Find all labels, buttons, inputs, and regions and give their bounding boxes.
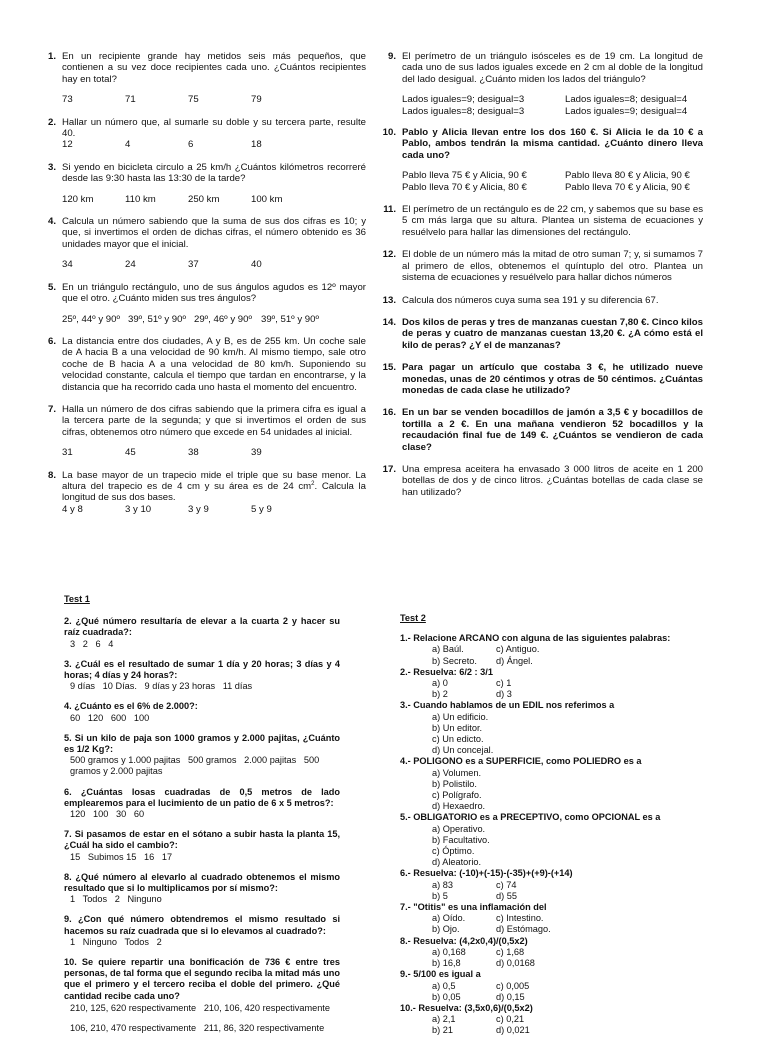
question-16: 16. En un bar se venden bocadillos de jamón a 3,5 € y bocadillos de tortilla a 2 €. En una mañana vendieron 52 bocadillos y la recaudación final fue de 149 €. ¿Cuántos se vendieron de cada clase? bbox=[382, 407, 703, 453]
test-1-item: 6. ¿Cuántas losas cuadradas de 0,5 metros de lado emplearemos para el lucimiento de un patio de 6 x 5 metros?: 120 100 30 60 bbox=[64, 786, 340, 820]
question-8: 8. La base mayor de un trapecio mide el triple que su base menor. La altura del trapecio es de 4 cm y su área es de 24 $cm^2$. Calcula la longitud de sus dos bases. 4 y 8 3 y 10 3 y 9 5 y 9 bbox=[47, 469, 366, 515]
test-2-title: Test 2 bbox=[400, 613, 426, 623]
options: Pablo lleva 75 € y Alicia, 90 € Pablo lleva 80 € y Alicia, 90 € Pablo lleva 70 € y Alicia, 80 € Pablo lleva 70 € y Alicia, 90 € bbox=[402, 170, 690, 193]
question-9: 9. El perímetro de un triángulo isósceles es de 19 cm. La longitud de cada uno de sus lados iguales excede en 2 cm al doble de la longitud del lado desigual. ¿Cuánto miden los lados del triángulo? Lados iguales=9; desigual=3 Lados iguales=8; desigual=4 Lados iguales=8; desigual=3 Lados iguales=9; desigual=4 bbox=[387, 51, 703, 117]
options: Lados iguales=9; desigual=3 Lados iguales=8; desigual=4 Lados iguales=8; desigual=3 Lados iguales=9; desigual=4 bbox=[402, 94, 688, 117]
test-1-item: 2. ¿Qué número resultaría de elevar a la cuarta 2 y hacer su raíz cuadrada?: 3 2 6 4 bbox=[64, 616, 340, 649]
test-2-item: 3.- Cuando hablamos de un EDIL nos referimos a a) Un edificio. b) Un editor. c) Un edicto. d) Un concejal. bbox=[400, 700, 615, 756]
question-7: 7. Halla un número de dos cifras sabiendo que la primera cifra es igual a la tercera parte de la segunda; y que si invertimos el orden de sus cifras, obtenemos otro número que excede en 54 unidades al inicial. 31 45 38 39 bbox=[47, 403, 366, 459]
test-1-item: 4. ¿Cuánto es el 6% de 2.000?: 60 120 600 100 bbox=[64, 701, 198, 723]
test-1-item: 3. ¿Cuál es el resultado de sumar 1 día y 20 horas; 3 días y 4 horas; 4 días y 24 horas?: 9 días 10 Días. 9 días y 23 horas 11 días bbox=[64, 658, 340, 692]
question-4: 4. Calcula un número sabiendo que la suma de sus dos cifras es 10; y que, si invertimos el orden de dichas cifras, el número obtenido es 36 unidades mayor que el inicial. 34 24 37 40 bbox=[47, 216, 366, 271]
question-5: 5. En un triángulo rectángulo, uno de sus ángulos agudos es 12º mayor que el otro. ¿Cuánto miden sus tres ángulos? 25º, 44º y 90º 39º, 51º y 90º 29º, 46º y 90º 39º, 51º y 90º bbox=[47, 281, 366, 325]
test-2-item: 6.- Resuelva: (-10)+(-15)-(-35)+(+9)-(+14) a) 83 c) 74 b) 5 d) 55 bbox=[400, 868, 573, 901]
options: 120 km 110 km 250 km 100 km bbox=[62, 193, 283, 205]
question-10: 10. Pablo y Alicia llevan entre los dos 160 €. Si Alicia le da 10 € a Pablo, ambos tendrán la misma cantidad. ¿Cuánto dinero lleva cada uno? Pablo lleva 75 € y Alicia, 90 € Pablo lleva 80 € y Alicia, 90 € Pablo lleva 70 € y Alicia, 80 € Pablo lleva 70 € y Alicia, 90 € bbox=[382, 127, 703, 193]
question-13: 13. Calcula dos números cuya suma sea 191 y su diferencia 67. bbox=[382, 294, 659, 306]
test-2-item: 9.- 5/100 es igual a a) 0,5 c) 0,005 b) 0,05 d) 0,15 bbox=[400, 969, 530, 1002]
question-14: 14. Dos kilos de peras y tres de manzanas cuestan 7,80 €. Cinco kilos de peras y cuatro de manzanas cuestan 13,20 €. ¿A cómo está el kilo de peras? ¿Y el de manzanas? bbox=[382, 316, 703, 351]
test-2-item: 5.- OBLIGATORIO es a PRECEPTIVO, como OPCIONAL es a a) Operativo. b) Facultativo. c) Óptimo. d) Aleatorio. bbox=[400, 812, 661, 868]
test-2-item: 4.- POLIGONO es a SUPERFICIE, como POLIEDRO es a a) Volumen. b) Polistilo. c) Polígrafo. d) Hexaedro. bbox=[400, 756, 642, 812]
options: 4 y 8 3 y 10 3 y 9 5 y 9 bbox=[62, 503, 272, 515]
test-1-item: 7. Si pasamos de estar en el sótano a subir hasta la planta 15, ¿Cuál ha sido el cambio?: 15 Subimos 15 16 17 bbox=[64, 829, 340, 862]
test-1-item: 9. ¿Con qué número obtendremos el mismo resultado si hacemos su raíz cuadrada que si lo elevamos al cuadrado?: 1 Ninguno Todos 2 bbox=[64, 914, 340, 947]
test-1-item: 8. ¿Qué número al elevarlo al cuadrado obtenemos el mismo resultado que si lo multiplicamos por sí mismo?: 1 Todos 2 Ninguno bbox=[64, 871, 340, 905]
test-2-item: 7.- "Otitis" es una inflamación del a) Oído. c) Intestino. b) Ojo. d) Estómago. bbox=[400, 902, 551, 935]
question-1: 1. En un recipiente grande hay metidos seis más pequeños, que contienen a su vez doce recipientes cada uno. ¿Cuántos recipientes hay en total? 73 71 75 79 bbox=[47, 51, 366, 106]
question-2: 2. Hallar un número que, al sumarle su doble y su tercera parte, resulte 40. 12 4 6 18 bbox=[47, 116, 366, 151]
test-2-item: 1.- Relacione ARCANO con alguna de las siguientes palabras: a) Baúl. c) Antiguo. b) Secreto. d) Ángel. bbox=[400, 633, 671, 666]
question-11: 11. El perímetro de un rectángulo es de 22 cm, y sabemos que su base es 5 cm más larga que su altura. Plantea un sistema de ecuaciones y resuélvelo para hallar las dimensiones del rectángulo. bbox=[383, 204, 703, 238]
options: 31 45 38 39 bbox=[62, 447, 262, 459]
test-1-item: 5. Si un kilo de paja son 1000 gramos y 2.000 pajitas, ¿Cuánto es 1/2 Kg?: 500 gramos y 1.000 pajitas 500 gramos 2.000 pajitas 500 gramos y 2.000 pajitas bbox=[64, 732, 340, 777]
left-question-column bbox=[36, 51, 366, 515]
right-question-column bbox=[376, 51, 703, 498]
question-15: 15. Para pagar un artículo que costaba 3 €, he utilizado nueve monedas, unas de 20 céntimos y otras de 50 céntimos. ¿Cuántas monedas de cada clase he utilizado? bbox=[382, 362, 703, 396]
test-1-section bbox=[64, 594, 340, 1034]
options: 25º, 44º y 90º 39º, 51º y 90º 29º, 46º y 90º 39º, 51º y 90º bbox=[62, 313, 319, 325]
question-3: 3. Si yendo en bicicleta circulo a 25 km/h ¿Cuántos kilómetros recorreré desde las 9:30 hasta las 13:30 de la tarde? 120 km 110 km 250 km 100 km bbox=[47, 161, 366, 205]
question-12: 12. El doble de un número más la mitad de otro suman 7; y, si sumamos 7 al primero de ellos, obtenemos el quíntuplo del otro. Plantea un sistema de ecuaciones y resuélvelo para hallar dichos números bbox=[382, 249, 703, 284]
options: 12 4 6 18 bbox=[62, 139, 262, 151]
test-1-title: Test 1 bbox=[64, 594, 90, 604]
options: 73 71 75 79 bbox=[62, 94, 262, 106]
test-2-item: 2.- Resuelva: 6/2 : 3/1 a) 0 c) 1 b) 2 d) 3 bbox=[400, 666, 512, 700]
options: 34 24 37 40 bbox=[62, 259, 262, 271]
test-2-item: 10.- Resuelva: (3,5x0,6)/(0,5x2) a) 2,1 c) 0,21 b) 21 d) 0,021 bbox=[400, 1002, 533, 1036]
question-17: 17. Una empresa aceitera ha envasado 3 000 litros de aceite en 1 200 botellas de dos y de cinco litros. ¿Cuántas botellas de cada clase se han utilizado? bbox=[382, 463, 703, 498]
question-6: 6. La distancia entre dos ciudades, A y B, es de 255 km. Un coche sale de A hacia B a una velocidad de 90 km/h. Al mismo tiempo, sale otro coche de B hacia A a una velocidad de 80 km/h. Suponiendo su velocidad constante, calcula el tiempo que tardan en encontrarse, y la distancia que ha recorrido cada uno hasta el momento del encuentro. bbox=[47, 335, 366, 393]
test-1-item: 10. Se quiere repartir una bonificación de 736 € entre tres personas, de tal forma que el segundo reciba la mitad más uno que el primero y el tercero reciba el doble del primero. ¿Qué cantidad recibe cada uno? 210, 125, 620 respectivamente 210, 106, 420 respectivamente 106, 210, 470 respectivamente 211, 86, 320 respectivamente bbox=[64, 957, 340, 1034]
test-2-section bbox=[400, 613, 700, 1037]
test-2-item: 8.- Resuelva: (4,2x0,4)/(0,5x2) a) 0,168 c) 1,68 b) 16,8 d) 0,0168 bbox=[400, 935, 535, 969]
